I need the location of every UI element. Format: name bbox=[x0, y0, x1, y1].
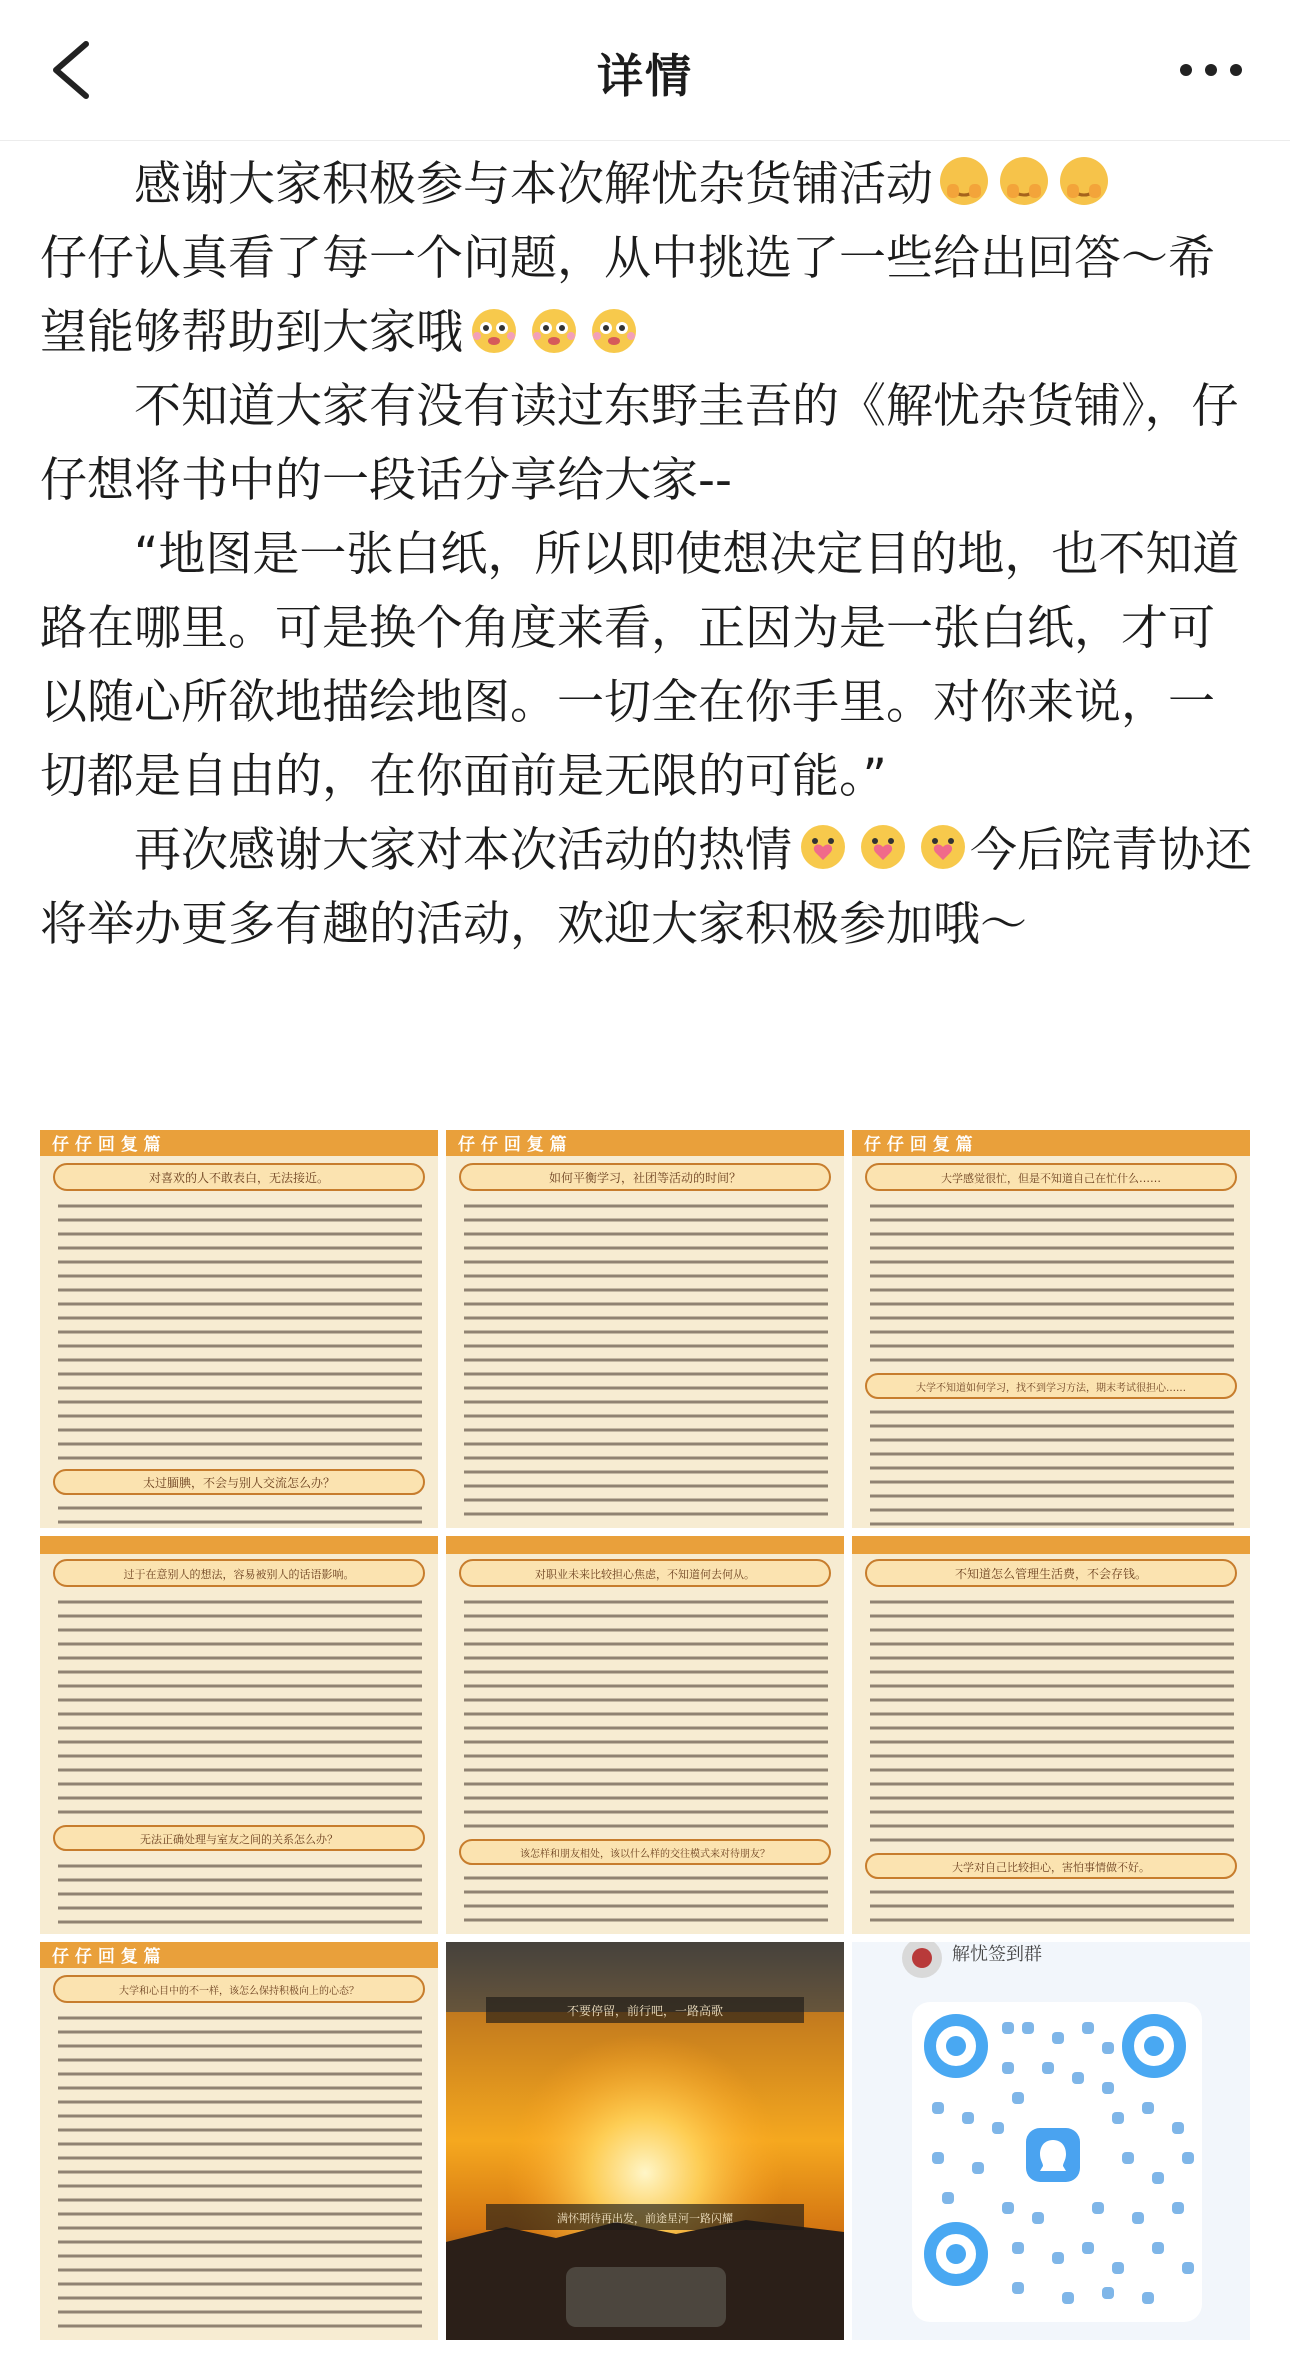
shy-face-emoji-icon bbox=[937, 154, 991, 208]
post-paragraph-5 bbox=[40, 814, 1252, 962]
card-question-text: 对职业未来比较担心焦虑，不知道何去何从。 bbox=[535, 1568, 755, 1581]
heart-hug-emoji-icon bbox=[916, 820, 970, 874]
post-text: 仔仔认真看了每一个问题，从中挑选了一些给出回答～希望能够帮助到大家哦 bbox=[40, 231, 1215, 360]
page-title: 详情 bbox=[597, 49, 693, 103]
photo-caption-bottom: 满怀期待再出发，前途星河一路闪耀 bbox=[557, 2212, 733, 2225]
card-footer-text: 大学不知道如何学习，找不到学习方法，期末考试很担心…… bbox=[916, 1383, 1186, 1394]
answer-card-image bbox=[40, 1942, 438, 2340]
group-name-text: 解忧签到群 bbox=[952, 1944, 1042, 1965]
answer-card-image bbox=[40, 1130, 438, 1528]
image-tile-5[interactable] bbox=[446, 1536, 844, 1934]
heart-hug-emoji-icon bbox=[856, 820, 910, 874]
card-question-text: 过于在意别人的想法，容易被别人的话语影响。 bbox=[123, 1568, 355, 1581]
post-text: 感谢大家积极参与本次解忧杂货铺活动 bbox=[134, 157, 933, 212]
card-question-text: 不知道怎么管理生活费，不会存钱。 bbox=[954, 1567, 1148, 1581]
card-header-text: 仔 仔 回 复 篇 bbox=[52, 1947, 161, 1967]
image-tile-6[interactable] bbox=[852, 1536, 1250, 1934]
answer-card-image bbox=[446, 1130, 844, 1528]
emoji-group bbox=[796, 820, 970, 874]
post-text: 今后院青协还将举办更多有趣的活动，欢迎大家积极参加哦～ bbox=[40, 823, 1252, 952]
card-footer-text: 该怎样和朋友相处，该以什么样的交往模式来对待朋友？ bbox=[520, 1849, 770, 1860]
card-header-text: 仔 仔 回 复 篇 bbox=[52, 1135, 161, 1155]
answer-card-image bbox=[446, 1536, 844, 1934]
heart-hug-emoji-icon bbox=[796, 820, 850, 874]
party-face-emoji-icon bbox=[587, 302, 641, 356]
post-paragraph-3: 不知道大家有没有读过东野圭吾的《解忧杂货铺》，仔仔想将书中的一段话分享给大家-- bbox=[40, 379, 1239, 508]
sunset-photo-image bbox=[446, 1942, 844, 2340]
post-paragraph-1 bbox=[40, 148, 1252, 222]
image-tile-2[interactable] bbox=[446, 1130, 844, 1528]
answer-card-image bbox=[852, 1536, 1250, 1934]
post-text: 再次感谢大家对本次活动的热情 bbox=[134, 823, 792, 878]
emoji-group bbox=[467, 302, 641, 356]
answer-card-image bbox=[40, 1536, 438, 1934]
party-face-emoji-icon bbox=[527, 302, 581, 356]
shy-face-emoji-icon bbox=[997, 154, 1051, 208]
shy-face-emoji-icon bbox=[1057, 154, 1111, 208]
nav-header bbox=[0, 0, 1290, 141]
photo-caption-top: 不要停留，前行吧，一路高歌 bbox=[566, 2004, 724, 2018]
qr-code-image bbox=[852, 1942, 1250, 2340]
card-footer-text: 太过腼腆，不会与别人交流怎么办？ bbox=[142, 1476, 336, 1490]
card-question-text: 大学和心目中的不一样，该怎么保持积极向上的心态？ bbox=[119, 1986, 359, 1997]
image-tile-8[interactable] bbox=[446, 1942, 844, 2340]
image-tile-3[interactable] bbox=[852, 1130, 1250, 1528]
card-question-text: 对喜欢的人不敢表白，无法接近。 bbox=[148, 1171, 330, 1185]
image-tile-9[interactable] bbox=[852, 1942, 1250, 2340]
card-question-text: 大学感觉很忙，但是不知道自己在忙什么…… bbox=[941, 1172, 1161, 1185]
post-body bbox=[40, 148, 1252, 962]
card-footer-text: 大学对自己比较担心，害怕事情做不好。 bbox=[952, 1861, 1150, 1874]
emoji-group bbox=[937, 154, 1111, 208]
card-footer-text: 无法正确处理与室友之间的关系怎么办？ bbox=[140, 1833, 338, 1846]
card-header-text: 仔 仔 回 复 篇 bbox=[864, 1135, 973, 1155]
image-tile-7[interactable] bbox=[40, 1942, 438, 2340]
image-tile-1[interactable] bbox=[40, 1130, 438, 1528]
image-tile-4[interactable] bbox=[40, 1536, 438, 1934]
more-icon[interactable] bbox=[1166, 30, 1256, 110]
card-header-text: 仔 仔 回 复 篇 bbox=[458, 1135, 567, 1155]
post-paragraph-2 bbox=[40, 222, 1252, 370]
party-face-emoji-icon bbox=[467, 302, 521, 356]
card-question-text: 如何平衡学习，社团等活动的时间？ bbox=[548, 1171, 742, 1185]
post-paragraph-4: “地图是一张白纸，所以即使想决定目的地，也不知道路在哪里。可是换个角度来看，正因为是一张白纸，才可以随心所欲地描绘地图。一切全在你手里。对你来说，一切都是自由的，在你面前是无限的可能。” bbox=[40, 527, 1240, 804]
answer-card-image bbox=[852, 1130, 1250, 1528]
